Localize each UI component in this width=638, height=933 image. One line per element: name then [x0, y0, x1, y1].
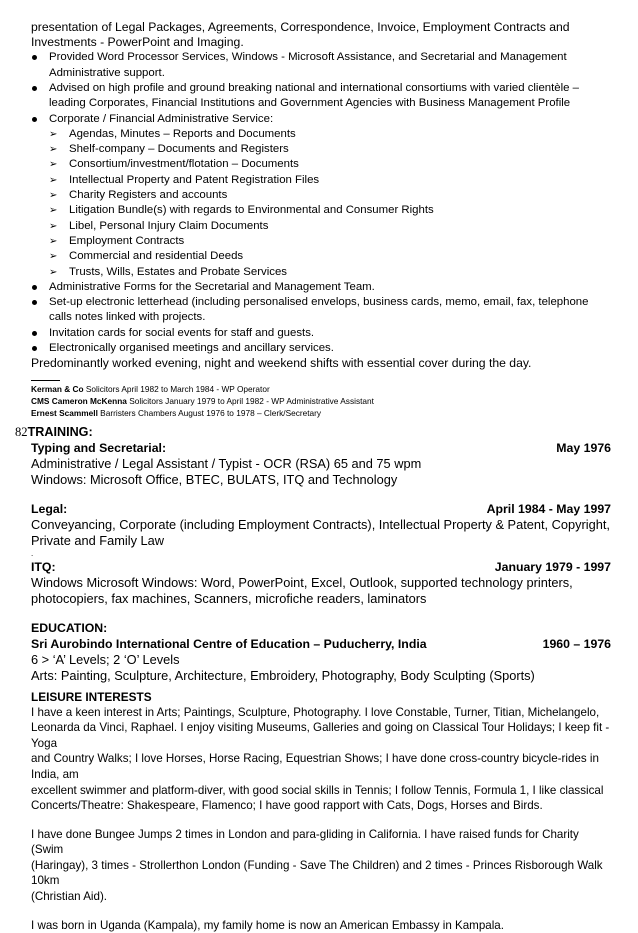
bullet-item: Corporate / Financial Administrative Service:: [31, 112, 611, 127]
leisure-line: Concerts/Theatre: Shakespeare, Flamenco; I have good rapport with Cats, Dogs, Horses and Birds.: [31, 799, 543, 813]
arrow-bullet-icon: ➢: [49, 235, 58, 247]
education-line: Arts: Painting, Sculpture, Architecture, Embroidery, Photography, Body Sculpting (Sports): [31, 667, 535, 683]
leisure-line: excellent swimmer and platform-diver, with good social skills in Tennis; I follow Tennis, Formula 1, I like classical: [31, 783, 604, 797]
arrow-bullet-icon: ➢: [49, 144, 58, 156]
sub-bullet-item: ➢ Employment Contracts: [31, 234, 611, 249]
bullet-icon: [32, 346, 37, 351]
intro-line: Investments - PowerPoint and Imaging.: [31, 35, 244, 50]
training-line: photocopiers, fax machines, Scanners, microfiche readers, laminators: [31, 590, 427, 606]
divider: [31, 380, 60, 381]
sub-bullet-item: ➢ Agendas, Minutes – Reports and Documents: [31, 127, 611, 142]
leisure-line: (Christian Aid).: [31, 890, 108, 904]
stray-dot: .: [31, 548, 34, 558]
arrow-bullet-icon: ➢: [49, 205, 58, 217]
leisure-heading: LEISURE INTERESTS: [31, 689, 152, 704]
leisure-line: I was born in Uganda (Kampala), my family home is now an American Embassy in Kampala.: [31, 918, 504, 932]
bullet-item: Advised on high profile and ground breaking national and international consortiums with varied clientèle – leading Corporates, Financial Institutions and Government Agencies with Business Management Profile: [31, 81, 611, 112]
training-line: Windows: Microsoft Office, BTEC, BULATS, ITQ and Technology: [31, 471, 398, 487]
sub-bullet-item: ➢ Intellectual Property and Patent Registration Files: [31, 173, 611, 188]
arrow-bullet-icon: ➢: [49, 190, 58, 202]
employer-line: CMS Cameron McKenna Solicitors January 1979 to April 1982 - WP Administrative Assistant: [31, 395, 374, 406]
sub-bullet-item: ➢ Libel, Personal Injury Claim Documents: [31, 219, 611, 234]
arrow-bullet-icon: ➢: [49, 174, 58, 186]
bullet-item: Electronically organised meetings and ancillary services.: [31, 341, 611, 356]
arrow-bullet-icon: ➢: [49, 266, 58, 278]
leisure-line: (Haringay), 3 times - Strollerthon London (Funding - Save The Children) and 2 times - Princes Risborough Walk 10km: [31, 858, 603, 888]
training-legal-header: Legal: April 1984 - May 1997: [31, 501, 611, 516]
intro-line: presentation of Legal Packages, Agreements, Correspondence, Invoice, Employment Contracts and: [31, 20, 570, 34]
education-line: 6 > ‘A’ Levels; 2 ‘O’ Levels: [31, 651, 180, 667]
training-typing-header: Typing and Secretarial: May 1976: [31, 440, 611, 455]
bullet-icon: [32, 331, 37, 336]
employer-line: Ernest Scammell Barristers Chambers August 1976 to 1978 – Clerk/Secretary: [31, 407, 322, 418]
employer-line: Kerman & Co Solicitors April 1982 to March 1984 - WP Operator: [31, 383, 270, 394]
training-itq-header: ITQ: January 1979 - 1997: [31, 559, 611, 574]
education-heading: EDUCATION:: [31, 620, 108, 635]
resume-page: [15, 20, 611, 933]
training-line: Windows Microsoft Windows: Word, PowerPoint, Excel, Outlook, supported technology printers,: [31, 574, 573, 590]
shift-note: Predominantly worked evening, night and weekend shifts with essential cover during the day.: [31, 356, 532, 371]
leisure-line: I have done Bungee Jumps 2 times in London and para-gliding in California. I have raised funds for Charity (Swim: [31, 827, 579, 857]
arrow-bullet-icon: ➢: [49, 220, 58, 232]
training-line: Administrative / Legal Assistant / Typist - OCR (RSA) 65 and 75 wpm: [31, 455, 422, 471]
sub-bullet-item: ➢ Charity Registers and accounts: [31, 188, 611, 203]
bullet-item: Invitation cards for social events for staff and guests.: [31, 326, 611, 341]
education-school-header: Sri Aurobindo International Centre of Education – Puducherry, India 1960 – 1976: [31, 636, 611, 651]
bullet-icon: [32, 86, 37, 91]
bullet-item: Administrative Forms for the Secretarial and Management Team.: [31, 280, 611, 295]
arrow-bullet-icon: ➢: [49, 128, 58, 140]
training-line: Private and Family Law: [31, 532, 164, 548]
training-heading: 82TRAINING:: [15, 424, 93, 439]
sub-bullet-item: ➢ Trusts, Wills, Estates and Probate Services: [31, 265, 611, 280]
bullet-icon: [32, 55, 37, 60]
leisure-line: and Country Walks; I love Horses, Horse Racing, Equestrian Shows; I have done cross-country bicycle-rides in India, am: [31, 752, 599, 781]
bullet-icon: [32, 285, 37, 290]
bullet-item: Set-up electronic letterhead (including personalised envelops, business cards, memo, email, fax, telephone calls notes linked with projects.: [31, 295, 611, 326]
sub-bullet-item: ➢ Commercial and residential Deeds: [31, 249, 611, 264]
sub-bullet-item: ➢ Consortium/investment/flotation – Documents: [31, 157, 611, 172]
arrow-bullet-icon: ➢: [49, 159, 58, 171]
sub-bullet-item: ➢ Shelf-company – Documents and Registers: [31, 142, 611, 157]
bullet-icon: [32, 300, 37, 305]
arrow-bullet-icon: ➢: [49, 251, 58, 263]
bullet-item: Provided Word Processor Services, Windows - Microsoft Assistance, and Secretarial and Management Administrative support.: [31, 50, 611, 81]
leisure-line: I have a keen interest in Arts; Paintings, Sculpture, Photography. I love Constable, Turner, Titian, Michelangelo,: [31, 705, 600, 719]
sub-bullet-item: ➢ Litigation Bundle(s) with regards to Environmental and Consumer Rights: [31, 203, 611, 218]
leisure-line: Leonarda da Vinci, Raphael. I enjoy visiting Museums, Galleries and going on Classical Tour Holidays; I keep fit - Yoga: [31, 721, 610, 750]
bullet-icon: [32, 117, 37, 122]
training-line: Conveyancing, Corporate (including Employment Contracts), Intellectual Property & Patent, Copyright,: [31, 516, 610, 532]
